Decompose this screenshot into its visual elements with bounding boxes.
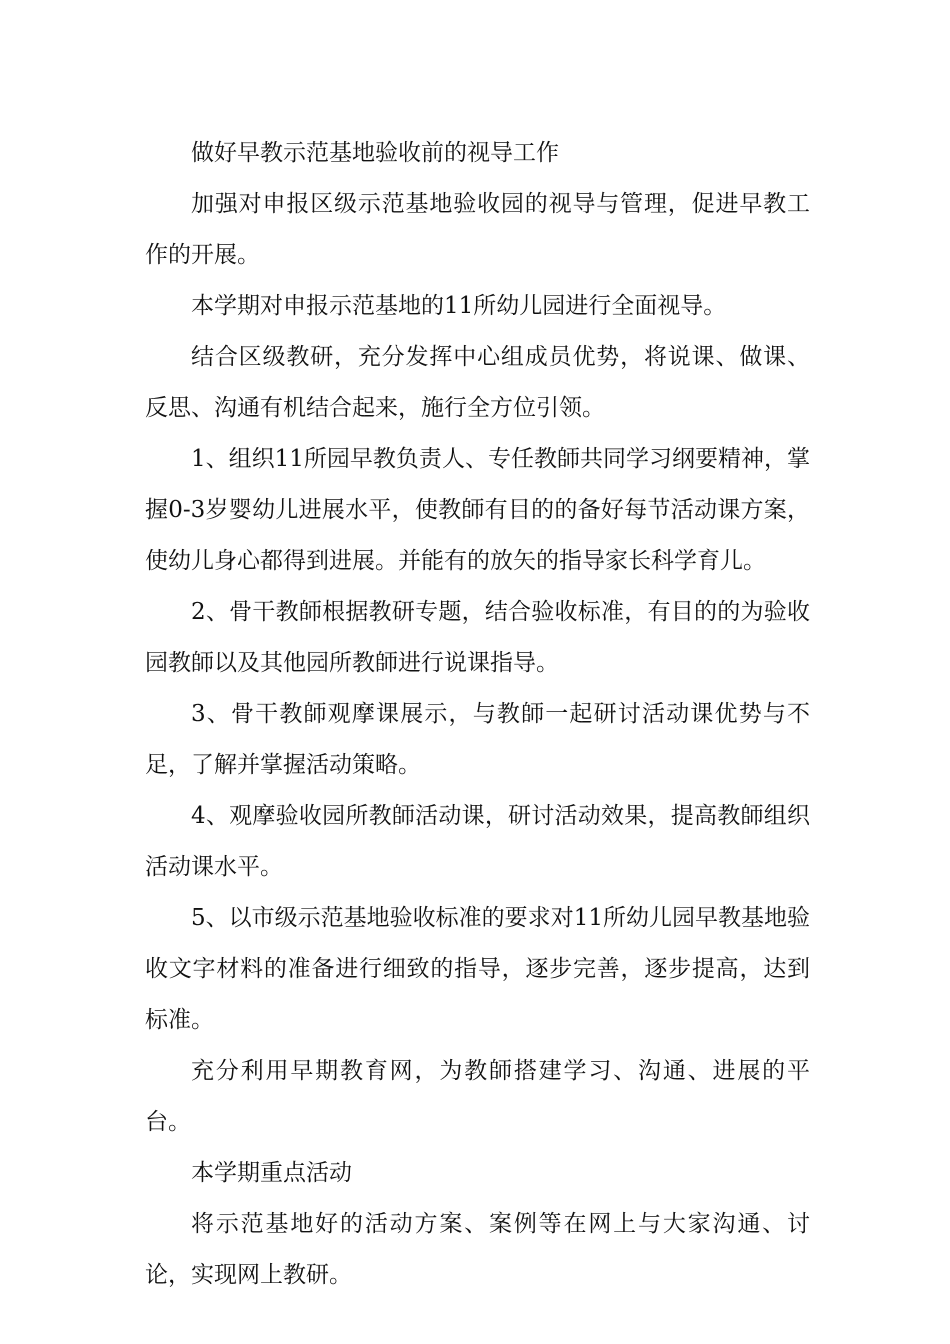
paragraph-online-research: 将示范基地好的活动方案、案例等在网上与大家沟通、讨论，实现网上教研。 bbox=[145, 1211, 810, 1288]
paragraph-item-2: 2、骨干教師根据教研专题，结合验收标准，有目的的为验收园教師以及其他园所教師进行说课指导。 bbox=[145, 599, 810, 676]
paragraph-item-3: 3、骨干教師观摩课展示，与教師一起研讨活动课优势与不足，了解并掌握活动策略。 bbox=[145, 701, 810, 778]
paragraph-eleven-kindergartens: 本学期对申报示范基地的11所幼儿园进行全面视导。 bbox=[191, 293, 727, 319]
paragraph-key-activities-heading: 本学期重点活动 bbox=[191, 1160, 352, 1186]
paragraph-item-4: 4、观摩验收园所教師活动课，研讨活动效果，提高教師组织活动课水平。 bbox=[145, 803, 810, 880]
document-body bbox=[145, 128, 810, 1301]
paragraph-heading-demonstration-base: 做好早教示范基地验收前的视导工作 bbox=[191, 140, 559, 166]
paragraph-item-1: 1、组织11所园早教负责人、专任教師共同学习纲要精神，掌握0-3岁婴幼儿进展水平，使教師有目的的备好每节活动课方案，使幼儿身心都得到进展。并能有的放矢的指导家长科学育儿。 bbox=[145, 446, 810, 574]
paragraph-district-research: 结合区级教研，充分发挥中心组成员优势，将说课、做课、反思、沟通有机结合起来，施行全方位引领。 bbox=[145, 344, 810, 421]
paragraph-early-education-network: 充分利用早期教育网，为教師搭建学习、沟通、进展的平台。 bbox=[145, 1058, 810, 1135]
paragraph-strengthen-inspection: 加强对申报区级示范基地验收园的视导与管理，促进早教工作的开展。 bbox=[145, 191, 810, 268]
paragraph-item-5: 5、以市级示范基地验收标准的要求对11所幼儿园早教基地验收文字材料的准备进行细致的指导，逐步完善，逐步提高，达到标准。 bbox=[145, 905, 810, 1033]
